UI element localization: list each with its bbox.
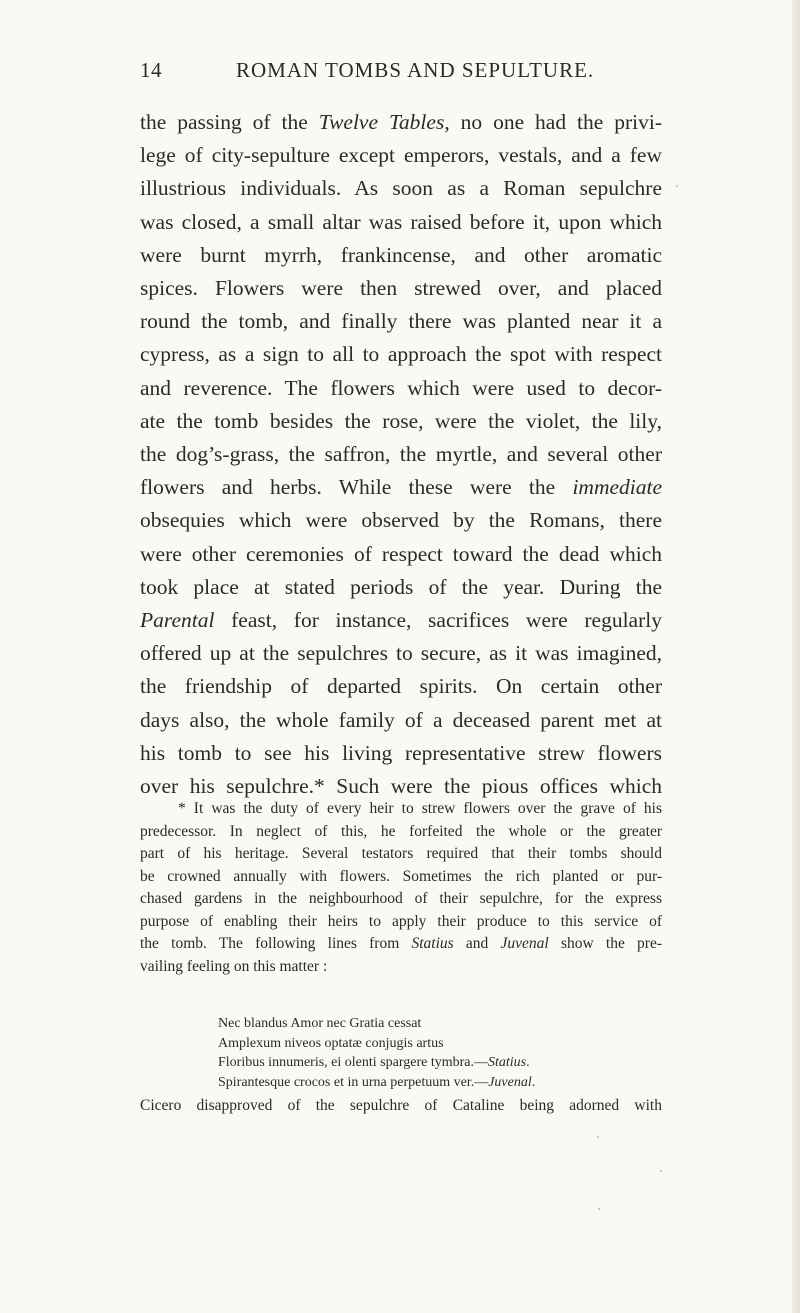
speck bbox=[676, 185, 678, 187]
body-line: were other ceremonies of respect toward the dead which bbox=[140, 541, 662, 566]
body-line: the dog’s-grass, the saffron, the myrtle, and several other bbox=[140, 442, 662, 467]
footnote-line: Cicero disapproved of the sepulchre of Cataline being adorned with bbox=[140, 1097, 662, 1114]
footnote-line: vailing feeling on this matter : bbox=[140, 957, 328, 975]
body-line: were burnt myrrh, frankincense, and other aromatic bbox=[140, 242, 662, 267]
running-header bbox=[140, 58, 660, 83]
body-line: the passing of the Twelve Tables, no one had the privi- bbox=[140, 110, 662, 134]
body-line: the friendship of departed spirits. On certain other bbox=[140, 674, 662, 699]
body-line: was closed, a small altar was raised before it, upon which bbox=[140, 209, 662, 234]
footnote-line: * It was the duty of every heir to strew flowers over the grave of his bbox=[178, 800, 662, 817]
body-line: spices. Flowers were then strewed over, and placed bbox=[140, 276, 662, 301]
verse-quotation bbox=[218, 1014, 678, 1092]
body-line: days also, the whole family of a deceased parent met at bbox=[140, 707, 662, 732]
speck bbox=[660, 1170, 662, 1172]
body-line: ate the tomb besides the rose, were the violet, the lily, bbox=[140, 408, 662, 433]
body-line: cypress, as a sign to all to approach the spot with respect bbox=[140, 342, 662, 367]
body-line: Parental feast, for instance, sacrifices were regularly bbox=[140, 608, 662, 633]
body-line: his tomb to see his living representative strew flowers bbox=[140, 740, 662, 765]
body-line: round the tomb, and finally there was planted near it a bbox=[140, 309, 662, 334]
footnote-continuation bbox=[140, 1095, 662, 1118]
footnote-line: chased gardens in the neighbourhood of their sepulchre, for the express bbox=[140, 890, 662, 907]
verse-line: Nec blandus Amor nec Gratia cessat bbox=[218, 1016, 422, 1031]
body-line: lege of city-sepulture except emperors, vestals, and a few bbox=[140, 143, 662, 168]
footnote-line: predecessor. In neglect of this, he forfeited the whole or the greater bbox=[140, 822, 662, 840]
verse-line: Amplexum niveos optatæ conjugis artus bbox=[218, 1035, 444, 1051]
footnote-line: the tomb. The following lines from Statius and Juvenal show the pre- bbox=[140, 935, 662, 952]
body-line: over his sepulchre.* Such were the pious offices which bbox=[140, 774, 662, 799]
body-line: and reverence. The flowers which were used to decor- bbox=[140, 375, 662, 400]
body-line: obsequies which were observed by the Romans, there bbox=[140, 508, 662, 533]
footnote-line: be crowned annually with flowers. Sometimes the rich planted or pur- bbox=[140, 867, 662, 885]
verse-line: Floribus innumeris, ei olenti spargere tymbra.—Statius. bbox=[218, 1055, 530, 1070]
footnote bbox=[140, 798, 662, 978]
verse-line: Spirantesque crocos et in urna perpetuum ver.—Juvenal. bbox=[218, 1074, 536, 1090]
body-line: offered up at the sepulchres to secure, as it was imagined, bbox=[140, 641, 662, 666]
body-text bbox=[140, 106, 662, 803]
body-line: flowers and herbs. While these were the immediate bbox=[140, 475, 662, 500]
page-number: 14 bbox=[140, 58, 162, 82]
speck bbox=[598, 1208, 600, 1210]
speck bbox=[597, 1136, 599, 1138]
page-edge-shadow bbox=[792, 0, 800, 1313]
footnote-line: part of his heritage. Several testators required that their tombs should bbox=[140, 845, 662, 862]
body-line: illustrious individuals. As soon as a Roman sepulchre bbox=[140, 176, 662, 201]
body-line: took place at stated periods of the year. During the bbox=[140, 574, 662, 599]
footnote-line: purpose of enabling their heirs to apply their produce to this service of bbox=[140, 912, 662, 930]
running-title: ROMAN TOMBS AND SEPULTURE. bbox=[236, 58, 595, 82]
